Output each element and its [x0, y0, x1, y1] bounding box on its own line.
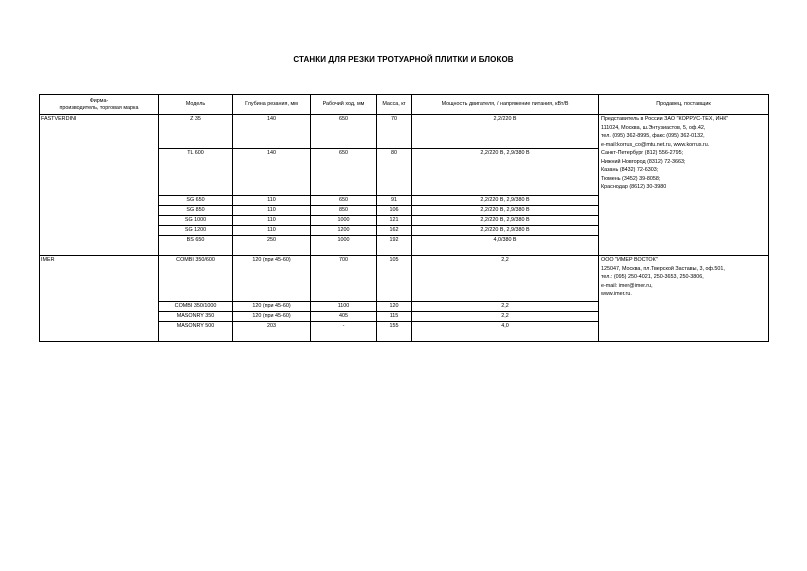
mass-cell: 192: [377, 236, 412, 256]
header-stroke: Рабочий ход, мм: [311, 95, 377, 115]
table-row: [40, 256, 769, 302]
depth-cell: 110: [233, 196, 311, 206]
mass-cell: 121: [377, 216, 412, 226]
stroke-cell: 405: [311, 312, 377, 322]
page-title: СТАНКИ ДЛЯ РЕЗКИ ТРОТУАРНОЙ ПЛИТКИ И БЛОКОВ: [293, 55, 514, 64]
header-firm: [40, 95, 159, 115]
header-row: [40, 95, 769, 115]
stroke-cell: 1200: [311, 226, 377, 236]
stroke-cell: -: [311, 322, 377, 342]
model-cell: SG 1000: [159, 216, 233, 226]
table-row: [40, 115, 769, 149]
seller-line: 111024, Москва, ш.Энтузиастов, 5, оф.42,: [601, 124, 706, 131]
seller-line: Представитель в России ЗАО "КОРРУС-ТЕХ, ИНК": [601, 116, 729, 122]
seller-line: тел. (095) 362-8995, факс (095) 362-0132,: [601, 133, 705, 139]
firm-cell: IMER: [40, 256, 159, 342]
power-cell: 2,2/220 В, 2,9/380 В: [412, 196, 599, 206]
power-cell: 2,2/220 В, 2,9/380 В: [412, 216, 599, 226]
mass-cell: 91: [377, 196, 412, 206]
depth-cell: 120 (при 45-60): [233, 302, 311, 312]
depth-cell: 140: [233, 115, 311, 149]
header-firm-line1: Фирма-: [89, 97, 109, 104]
depth-cell: 110: [233, 216, 311, 226]
depth-cell: 203: [233, 322, 311, 342]
power-cell: 4,0/380 В: [412, 236, 599, 256]
header-mass: Масса, кг: [377, 95, 412, 115]
power-cell: 2,2/220 В, 2,9/380 В: [412, 149, 599, 196]
mass-cell: 106: [377, 206, 412, 216]
header-power: Мощность двигателя, / напряжение питания, кВт/В: [412, 95, 599, 115]
header-model: Модель: [159, 95, 233, 115]
model-cell: MASONRY 500: [159, 322, 233, 342]
seller-line: 125047, Москва, пл.Тверской Заставы, 3, оф.501,: [601, 265, 725, 272]
firm-cell: FASTVERDINI: [40, 115, 159, 256]
seller-line: e-mail:korrus_co@mtu.net.ru, www.korrus.ru.: [601, 141, 710, 148]
model-cell: MASONRY 350: [159, 312, 233, 322]
model-cell: SG 650: [159, 196, 233, 206]
seller-line: ООО "ИМЕР ВОСТОК": [601, 257, 658, 263]
seller-line: www.imer.ru.: [601, 291, 632, 297]
mass-cell: 80: [377, 149, 412, 196]
model-cell: BS 650: [159, 236, 233, 256]
seller-line: Санкт-Петербург (812) 556-2795;: [601, 150, 684, 156]
header-firm-line2: производитель, торговая марка: [59, 104, 139, 111]
seller-line: Нижний Новгород (8312) 72-3663;: [601, 158, 686, 165]
model-cell: COMBI 350/600: [159, 256, 233, 302]
seller-line: тел.: (095) 250-4021, 250-3653, 250-3806,: [601, 274, 704, 280]
seller-line: Тюмень (3452) 39-8058;: [601, 175, 661, 182]
machines-table: [39, 94, 769, 342]
stroke-cell: 1000: [311, 236, 377, 256]
mass-cell: 120: [377, 302, 412, 312]
stroke-cell: 1000: [311, 216, 377, 226]
depth-cell: 110: [233, 206, 311, 216]
depth-cell: 140: [233, 149, 311, 196]
power-cell: 2,2: [412, 256, 599, 302]
header-seller: Продавец, поставщик: [599, 95, 769, 115]
depth-cell: 110: [233, 226, 311, 236]
power-cell: 2,2/220 В, 2,9/380 В: [412, 226, 599, 236]
mass-cell: 162: [377, 226, 412, 236]
model-cell: TL 600: [159, 149, 233, 196]
mass-cell: 115: [377, 312, 412, 322]
model-cell: Z 35: [159, 115, 233, 149]
model-cell: SG 850: [159, 206, 233, 216]
mass-cell: 70: [377, 115, 412, 149]
model-cell: SG 1200: [159, 226, 233, 236]
seller-line: e-mail: imer@imer.ru,: [601, 282, 653, 289]
header-depth: Глубина резания, мм: [233, 95, 311, 115]
seller-cell: [599, 256, 769, 342]
power-cell: 4,0: [412, 322, 599, 342]
depth-cell: 120 (при 45-60): [233, 312, 311, 322]
power-cell: 2,2: [412, 312, 599, 322]
mass-cell: 155: [377, 322, 412, 342]
stroke-cell: 650: [311, 115, 377, 149]
seller-cell: [599, 115, 769, 256]
stroke-cell: 700: [311, 256, 377, 302]
seller-line: Краснодар (8612) 30-3980: [601, 184, 667, 190]
mass-cell: 105: [377, 256, 412, 302]
power-cell: 2,2/220 В, 2,9/380 В: [412, 206, 599, 216]
depth-cell: 120 (при 45-60): [233, 256, 311, 302]
seller-line: Казань (8432) 72-6303;: [601, 167, 659, 173]
stroke-cell: 650: [311, 196, 377, 206]
model-cell: COMBI 350/1000: [159, 302, 233, 312]
stroke-cell: 1100: [311, 302, 377, 312]
power-cell: 2,2: [412, 302, 599, 312]
depth-cell: 250: [233, 236, 311, 256]
stroke-cell: 850: [311, 206, 377, 216]
power-cell: 2,2/220 В: [412, 115, 599, 149]
stroke-cell: 650: [311, 149, 377, 196]
